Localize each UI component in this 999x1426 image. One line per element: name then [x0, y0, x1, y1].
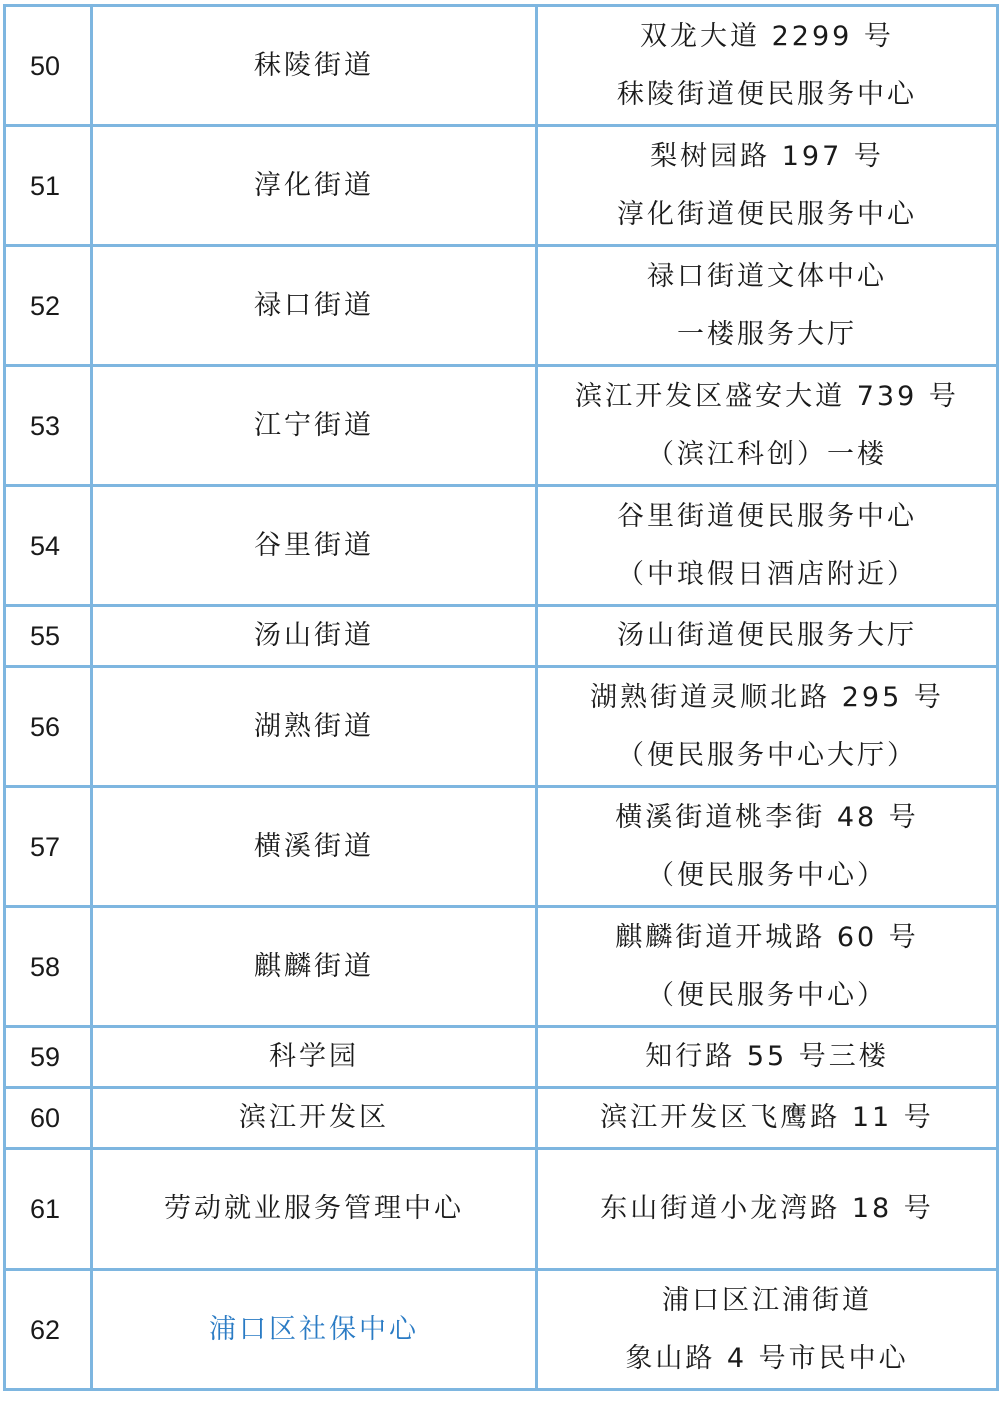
location-address: [537, 1088, 998, 1149]
row-number: 52: [5, 246, 92, 366]
address-line: 滨江开发区飞鹰路 11 号: [600, 1102, 934, 1133]
table-row: [5, 1088, 998, 1149]
table-row: [5, 787, 998, 907]
address-line: 谷里街道便民服务中心: [617, 500, 917, 532]
row-number: 56: [5, 667, 92, 787]
location-name: 谷里街道: [92, 486, 537, 606]
table-row: [5, 606, 998, 667]
address-line: 秣陵街道便民服务中心: [617, 78, 917, 110]
row-number: 62: [5, 1270, 92, 1390]
row-number: 59: [5, 1027, 92, 1088]
address-line: （便民服务中心大厅）: [617, 739, 917, 771]
location-name: 横溪街道: [92, 787, 537, 907]
location-name: 科学园: [92, 1027, 537, 1088]
location-address: [537, 6, 998, 126]
row-number: 60: [5, 1088, 92, 1149]
address-line: 东山街道小龙湾路 18 号: [600, 1193, 934, 1224]
location-name: 湖熟街道: [92, 667, 537, 787]
address-line: 湖熟街道灵顺北路 295 号: [590, 681, 944, 713]
service-locations-table-container: [3, 4, 996, 1391]
table-row: [5, 486, 998, 606]
location-address: [537, 907, 998, 1027]
location-address: [537, 1027, 998, 1088]
location-address: [537, 787, 998, 907]
service-locations-table: [3, 4, 999, 1391]
location-name: 淳化街道: [92, 126, 537, 246]
table-row: [5, 667, 998, 787]
location-address: [537, 486, 998, 606]
location-address: [537, 667, 998, 787]
table-row: [5, 1149, 998, 1270]
location-address: [537, 366, 998, 486]
address-line: 滨江开发区盛安大道 739 号: [575, 380, 959, 412]
table-row: [5, 126, 998, 246]
location-name-link[interactable]: 浦口区社保中心: [92, 1270, 537, 1390]
location-name: 汤山街道: [92, 606, 537, 667]
address-line: （便民服务中心）: [647, 859, 887, 891]
location-address: [537, 126, 998, 246]
address-line: 汤山街道便民服务大厅: [617, 620, 917, 651]
row-number: 58: [5, 907, 92, 1027]
row-number: 54: [5, 486, 92, 606]
location-name: 禄口街道: [92, 246, 537, 366]
location-name: 滨江开发区: [92, 1088, 537, 1149]
address-line: 象山路 4 号市民中心: [625, 1342, 909, 1374]
location-name: 江宁街道: [92, 366, 537, 486]
location-address: [537, 1149, 998, 1270]
table-row: [5, 1270, 998, 1390]
address-line: 梨树园路 197 号: [650, 140, 884, 172]
address-line: 知行路 55 号三楼: [645, 1041, 889, 1072]
address-line: 双龙大道 2299 号: [640, 20, 894, 52]
location-address: [537, 1270, 998, 1390]
address-line: 淳化街道便民服务中心: [617, 198, 917, 230]
address-line: （中琅假日酒店附近）: [617, 558, 917, 590]
location-address: [537, 246, 998, 366]
address-line: （滨江科创）一楼: [647, 438, 887, 470]
table-row: [5, 6, 998, 126]
location-name: 劳动就业服务管理中心: [92, 1149, 537, 1270]
address-line: 麒麟街道开城路 60 号: [615, 921, 919, 953]
table-row: [5, 366, 998, 486]
row-number: 57: [5, 787, 92, 907]
address-line: （便民服务中心）: [647, 979, 887, 1011]
table-row: [5, 1027, 998, 1088]
row-number: 61: [5, 1149, 92, 1270]
address-line: 横溪街道桃李街 48 号: [615, 801, 919, 833]
table-row: [5, 907, 998, 1027]
location-address: [537, 606, 998, 667]
row-number: 53: [5, 366, 92, 486]
address-line: 一楼服务大厅: [677, 318, 857, 350]
location-name: 麒麟街道: [92, 907, 537, 1027]
row-number: 50: [5, 6, 92, 126]
row-number: 51: [5, 126, 92, 246]
location-name: 秣陵街道: [92, 6, 537, 126]
table-row: [5, 246, 998, 366]
address-line: 浦口区江浦街道: [662, 1284, 872, 1316]
address-line: 禄口街道文体中心: [647, 260, 887, 292]
row-number: 55: [5, 606, 92, 667]
